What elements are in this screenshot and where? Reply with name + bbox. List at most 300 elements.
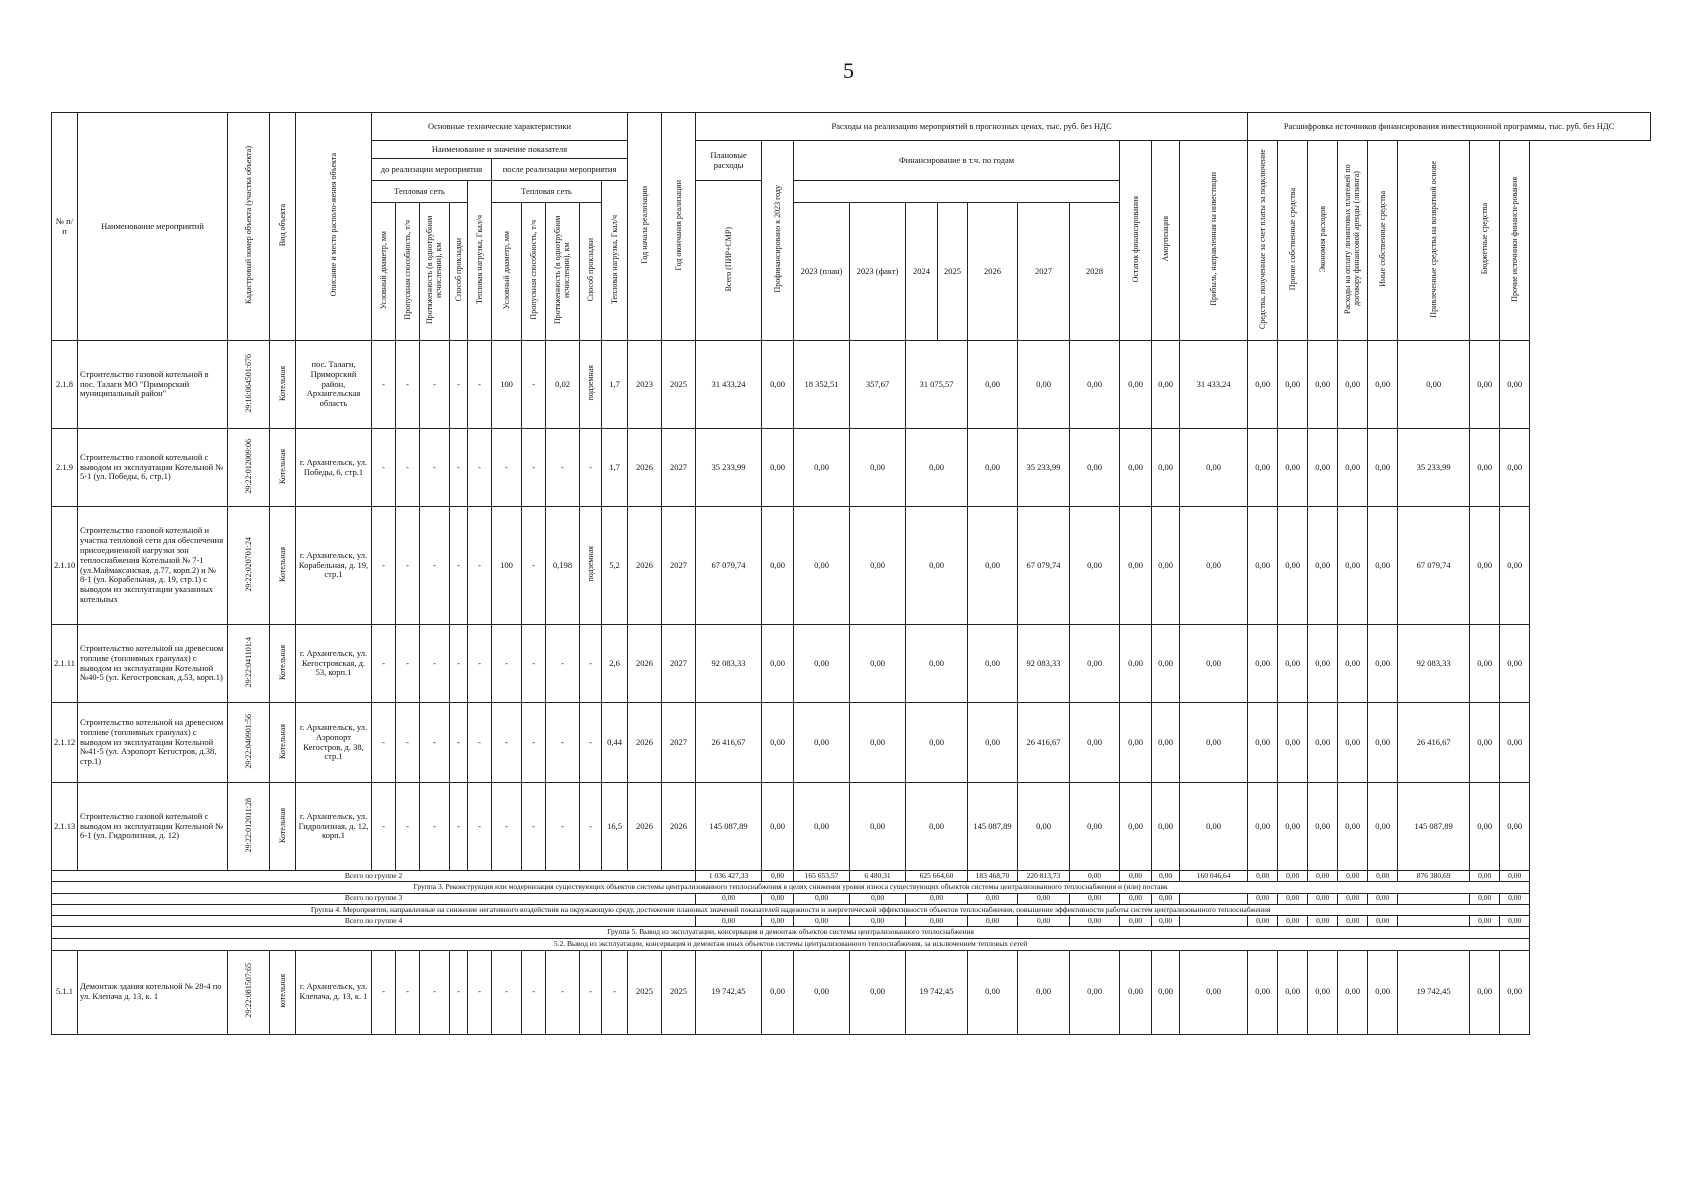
year-start: 2026 <box>628 507 662 625</box>
before-value: - <box>450 429 468 507</box>
remainder: 0,00 <box>1120 893 1152 904</box>
header-2023-plan: 2023 (план) <box>794 203 850 341</box>
total-row <box>52 916 1651 927</box>
source-value: 0,00 <box>1368 625 1398 703</box>
row-type: котельная <box>270 950 296 1034</box>
fin-2024-2025: 0,00 <box>906 507 968 625</box>
fin-2023-plan: 18 352,51 <box>794 341 850 429</box>
source-value: 0,00 <box>1278 703 1308 783</box>
source-value: 0,00 <box>1338 893 1368 904</box>
before-value: - <box>450 625 468 703</box>
fin-2023-fact: 0,00 <box>850 429 906 507</box>
before-value: - <box>372 783 396 871</box>
borrowed: 0,00 <box>1398 341 1470 429</box>
source-value: 0,00 <box>1338 625 1368 703</box>
after-value: - <box>522 783 546 871</box>
after-laying: - <box>580 429 602 507</box>
fin-2023-fact: 0,00 <box>850 950 906 1034</box>
before-value: - <box>450 341 468 429</box>
total-cost: 26 416,67 <box>696 703 762 783</box>
row-location: г. Архангельск, ул. Клепача, д. 13, к. 1 <box>296 950 372 1034</box>
remainder: 0,00 <box>1120 783 1152 871</box>
fin-2024-2025: 0,00 <box>906 783 968 871</box>
amortization: 0,00 <box>1152 783 1180 871</box>
total-cost: 35 233,99 <box>696 429 762 507</box>
group-heading-row <box>52 938 1651 950</box>
fin-2023-fact: 0,00 <box>850 893 906 904</box>
after-value: 100 <box>492 341 522 429</box>
source-value: 0,00 <box>1338 871 1368 882</box>
profit: 0,00 <box>1180 703 1248 783</box>
profit: 160 046,64 <box>1180 871 1248 882</box>
header-indicators: Наименование и значение показателя <box>372 141 628 159</box>
header-2025: 2025 <box>938 203 968 341</box>
fin-2028: 0,00 <box>1070 916 1120 927</box>
total-label: Всего по группе 2 <box>52 871 696 882</box>
source-value: 0,00 <box>1248 341 1278 429</box>
fin-2023-fact: 0,00 <box>850 625 906 703</box>
source-value: 0,00 <box>1338 950 1368 1034</box>
borrowed <box>1398 893 1470 904</box>
header-borrowed: Привлеченные средства на возвратной основе <box>1398 141 1470 341</box>
source-value: 0,00 <box>1308 950 1338 1034</box>
fin-2023-fact: 0,00 <box>850 507 906 625</box>
header-year-end: Год окончания реализации <box>662 113 696 341</box>
fin-2028: 0,00 <box>1070 429 1120 507</box>
profit: 31 433,24 <box>1180 341 1248 429</box>
other-sources: 0,00 <box>1500 507 1530 625</box>
row-location: г. Архангельск, ул. Корабельная, д. 19, стр.1 <box>296 507 372 625</box>
fin-2023-fact: 0,00 <box>850 783 906 871</box>
source-value: 0,00 <box>1368 950 1398 1034</box>
before-value: - <box>420 507 450 625</box>
before-load: - <box>468 429 492 507</box>
budget: 0,00 <box>1470 783 1500 871</box>
remainder: 0,00 <box>1120 341 1152 429</box>
before-value: - <box>372 429 396 507</box>
row-number: 2.1.8 <box>52 341 78 429</box>
fin-2024-2025: 19 742,45 <box>906 950 968 1034</box>
source-value: 0,00 <box>1248 429 1278 507</box>
year-start: 2026 <box>628 429 662 507</box>
before-value: - <box>396 507 420 625</box>
row-name: Строительство газовой котельной в пос. Талаги МО "Приморский муниципальный район" <box>78 341 228 429</box>
before-value: - <box>372 341 396 429</box>
after-laying: - <box>580 950 602 1034</box>
year-end: 2026 <box>662 783 696 871</box>
header-profit: Прибыль, направленная на инвестиции <box>1180 141 1248 341</box>
source-value: 0,00 <box>1308 429 1338 507</box>
remainder: 0,00 <box>1120 703 1152 783</box>
source-value: 0,00 <box>1278 783 1308 871</box>
fin-2027: 92 083,33 <box>1018 625 1070 703</box>
header-year-start: Год начала реализации <box>628 113 662 341</box>
header-laying-after: Способ прокладки <box>580 203 602 341</box>
header-capacity-after: Пропускная способность, т/ч <box>522 203 546 341</box>
source-value: 0,00 <box>1368 429 1398 507</box>
before-load: - <box>468 507 492 625</box>
source-value: 0,00 <box>1278 507 1308 625</box>
row-cadastral: 29:22:020701:24 <box>228 507 270 625</box>
header-other-sources: Прочие источники финанси-рования <box>1500 141 1530 341</box>
header-amortization: Амортизация <box>1152 141 1180 341</box>
budget: 0,00 <box>1470 507 1500 625</box>
fin-2028: 0,00 <box>1070 893 1120 904</box>
source-value: 0,00 <box>1368 916 1398 927</box>
header-load-before: Тепловая нагрузка, Гкал/ч <box>468 181 492 341</box>
source-value: 0,00 <box>1338 703 1368 783</box>
header-financing-years: Финансирование в т.ч. по годам <box>794 141 1120 181</box>
remainder: 0,00 <box>1120 871 1152 882</box>
year-start: 2026 <box>628 703 662 783</box>
source-value: 0,00 <box>1278 429 1308 507</box>
other-sources: 0,00 <box>1500 783 1530 871</box>
after-load: 1,7 <box>602 429 628 507</box>
fin-2028: 0,00 <box>1070 507 1120 625</box>
budget: 0,00 <box>1470 703 1500 783</box>
prefinanced: 0,00 <box>762 703 794 783</box>
after-value: - <box>546 950 580 1034</box>
header-2027: 2027 <box>1018 203 1070 341</box>
fin-2023-fact: 6 480,31 <box>850 871 906 882</box>
fin-2028: 0,00 <box>1070 703 1120 783</box>
prefinanced: 0,00 <box>762 341 794 429</box>
group-heading-row <box>52 904 1651 916</box>
before-value: - <box>450 507 468 625</box>
amortization: 0,00 <box>1152 916 1180 927</box>
total-cost: 1 036 427,33 <box>696 871 762 882</box>
other-sources: 0,00 <box>1500 625 1530 703</box>
total-cost: 19 742,45 <box>696 950 762 1034</box>
group-heading: Группа 3. Реконструкция или модернизация существующих объектов системы централизованного теплоснабжения в целях снижения уровня износа существующих объектов системы централизованного теплоснабжения и (или) поставк <box>52 882 1530 894</box>
header-type: Вид объекта <box>270 113 296 341</box>
fin-2026: 0,00 <box>968 916 1018 927</box>
table-row <box>52 507 1651 625</box>
row-number: 5.1.1 <box>52 950 78 1034</box>
fin-2026: 0,00 <box>968 507 1018 625</box>
before-value: - <box>396 783 420 871</box>
row-name: Строительство газовой котельной с выводом из эксплуатации Котельной № 6-1 (ул. Гидролизная, д. 12) <box>78 783 228 871</box>
prefinanced: 0,00 <box>762 893 794 904</box>
source-value: 0,00 <box>1248 893 1278 904</box>
before-load: - <box>468 703 492 783</box>
fin-2023-plan: 0,00 <box>794 950 850 1034</box>
group-heading-row <box>52 882 1651 894</box>
header-total: Всего (ПИР+СМР) <box>696 181 762 341</box>
fin-2026: 183 468,70 <box>968 871 1018 882</box>
row-type: Котельная <box>270 783 296 871</box>
row-type: Котельная <box>270 507 296 625</box>
total-cost: 31 433,24 <box>696 341 762 429</box>
year-start: 2023 <box>628 341 662 429</box>
source-value: 0,00 <box>1368 703 1398 783</box>
row-type: Котельная <box>270 341 296 429</box>
total-cost: 145 087,89 <box>696 783 762 871</box>
after-value: 0,02 <box>546 341 580 429</box>
borrowed: 92 083,33 <box>1398 625 1470 703</box>
before-load: - <box>468 783 492 871</box>
after-laying: - <box>580 703 602 783</box>
after-laying: - <box>580 783 602 871</box>
total-cost: 67 079,74 <box>696 507 762 625</box>
after-value: - <box>546 429 580 507</box>
row-name: Демонтаж здания котельной № 28-4 по ул. Клепача д. 13, к. 1 <box>78 950 228 1034</box>
amortization: 0,00 <box>1152 625 1180 703</box>
after-load: 1,7 <box>602 341 628 429</box>
row-location: г. Архангельск, ул. Гидролизная, д. 12, корп.1 <box>296 783 372 871</box>
fin-2023-fact: 357,67 <box>850 341 906 429</box>
source-value: 0,00 <box>1248 916 1278 927</box>
before-value: - <box>420 341 450 429</box>
profit: 0,00 <box>1180 429 1248 507</box>
before-value: - <box>420 429 450 507</box>
header-budget: Бюджетные средства <box>1470 141 1500 341</box>
budget: 0,00 <box>1470 916 1500 927</box>
source-value: 0,00 <box>1338 507 1368 625</box>
header-diameter-after: Условный диаметр, мм <box>492 203 522 341</box>
after-value: - <box>492 950 522 1034</box>
after-value: 100 <box>492 507 522 625</box>
source-value: 0,00 <box>1338 916 1368 927</box>
source-value: 0,00 <box>1368 871 1398 882</box>
profit: 0,00 <box>1180 783 1248 871</box>
header-savings: Экономия расходов <box>1308 141 1338 341</box>
row-number: 2.1.9 <box>52 429 78 507</box>
fin-2023-plan: 0,00 <box>794 507 850 625</box>
other-sources: 0,00 <box>1500 916 1530 927</box>
header-length-after: Протяженность (в однотрубном исчислении), км <box>546 203 580 341</box>
profit <box>1180 893 1248 904</box>
before-value: - <box>420 703 450 783</box>
header-2028: 2028 <box>1070 203 1120 341</box>
remainder: 0,00 <box>1120 429 1152 507</box>
after-value: - <box>522 341 546 429</box>
source-value: 0,00 <box>1248 625 1278 703</box>
header-leasing: Расходы на оплату лизинговых платежей по договору финансовой аренды (лизинга) <box>1338 141 1368 341</box>
fin-2023-plan: 165 653,57 <box>794 871 850 882</box>
fin-2028: 0,00 <box>1070 950 1120 1034</box>
borrowed: 35 233,99 <box>1398 429 1470 507</box>
after-value: - <box>492 429 522 507</box>
budget: 0,00 <box>1470 341 1500 429</box>
other-sources: 0,00 <box>1500 429 1530 507</box>
year-end: 2027 <box>662 703 696 783</box>
header-after: после реализации мероприятия <box>492 159 628 181</box>
before-value: - <box>420 950 450 1034</box>
header-diameter-before: Условный диаметр, мм <box>372 203 396 341</box>
header-tech-main: Основные технические характеристики <box>372 113 628 141</box>
fin-2027: 0,00 <box>1018 950 1070 1034</box>
year-end: 2027 <box>662 625 696 703</box>
row-type: Котельная <box>270 625 296 703</box>
before-value: - <box>396 429 420 507</box>
table-row <box>52 783 1651 871</box>
remainder: 0,00 <box>1120 950 1152 1034</box>
remainder: 0,00 <box>1120 507 1152 625</box>
header-capacity-before: Пропускная способность, т/ч <box>396 203 420 341</box>
source-value: 0,00 <box>1278 893 1308 904</box>
total-cost: 92 083,33 <box>696 625 762 703</box>
fin-2026: 0,00 <box>968 429 1018 507</box>
header-prefinanced: Профинансировано к 2023 году <box>762 141 794 341</box>
header-remainder: Остаток финансирования <box>1120 141 1152 341</box>
source-value: 0,00 <box>1368 893 1398 904</box>
after-load: 0,44 <box>602 703 628 783</box>
header-costs-main: Расходы на реализацию мероприятий в прогнозных ценах, тыс. руб. без НДС <box>696 113 1248 141</box>
table-row <box>52 625 1651 703</box>
borrowed: 876 380,69 <box>1398 871 1470 882</box>
fin-2027: 67 079,74 <box>1018 507 1070 625</box>
header-own-else: Иные собственные средства <box>1368 141 1398 341</box>
row-type: Котельная <box>270 703 296 783</box>
after-value: - <box>546 625 580 703</box>
budget: 0,00 <box>1470 871 1500 882</box>
group-heading: Группа 4. Мероприятия, направленные на снижение негативного воздействия на окружающую среду, достижение плановых значений показателей надежности и энергетической эффективности объектов теплоснабжения, повышение эффективности работы систем централизованного теплоснабжения <box>52 904 1530 916</box>
fin-2023-fact: 0,00 <box>850 703 906 783</box>
header-load-after: Тепловая нагрузка, Гкал/ч <box>602 181 628 341</box>
total-row <box>52 871 1651 882</box>
fin-2024-2025: 0,00 <box>906 893 968 904</box>
fin-2026: 0,00 <box>968 703 1018 783</box>
row-type: Котельная <box>270 429 296 507</box>
fin-2023-plan: 0,00 <box>794 625 850 703</box>
row-number: 2.1.13 <box>52 783 78 871</box>
before-value: - <box>372 703 396 783</box>
before-load: - <box>468 341 492 429</box>
fin-2023-plan: 0,00 <box>794 429 850 507</box>
source-value: 0,00 <box>1248 703 1278 783</box>
source-value: 0,00 <box>1248 871 1278 882</box>
after-load: - <box>602 950 628 1034</box>
borrowed: 26 416,67 <box>1398 703 1470 783</box>
source-value: 0,00 <box>1308 703 1338 783</box>
after-value: 0,198 <box>546 507 580 625</box>
table-body <box>52 341 1651 1035</box>
prefinanced: 0,00 <box>762 507 794 625</box>
header-name: Наименование мероприятий <box>78 113 228 341</box>
source-value: 0,00 <box>1308 783 1338 871</box>
row-number: 2.1.10 <box>52 507 78 625</box>
budget: 0,00 <box>1470 429 1500 507</box>
fin-2027: 0,00 <box>1018 893 1070 904</box>
after-laying: подземная <box>580 341 602 429</box>
after-load: 16,5 <box>602 783 628 871</box>
row-name: Строительство газовой котельной и участка тепловой сети для обеспечения присоединенной нагрузки зон теплоснабжения Котельной № 7-1 (ул.Маймаксанская, д.77, корп.2) и № 8-1 (ул. Корабельная, д. 19, стр.1) с выводом из эксплуатации указанных котельных <box>78 507 228 625</box>
source-value: 0,00 <box>1338 341 1368 429</box>
row-location: пос. Талаги, Приморский район, Архангельская область <box>296 341 372 429</box>
source-value: 0,00 <box>1308 625 1338 703</box>
header-laying-before: Способ прокладки <box>450 203 468 341</box>
before-value: - <box>396 625 420 703</box>
fin-2027: 0,00 <box>1018 341 1070 429</box>
before-value: - <box>450 783 468 871</box>
row-name: Строительство котельной на древесном топливе (топливных гранулах) с выводом из эксплуатации Котельной №40-5 (ул. Кегостровская, д.53, корп.1) <box>78 625 228 703</box>
before-value: - <box>450 950 468 1034</box>
row-location: г. Архангельск, ул. Победы, 6, стр.1 <box>296 429 372 507</box>
prefinanced: 0,00 <box>762 871 794 882</box>
profit: 0,00 <box>1180 625 1248 703</box>
header-heat-net-before: Тепловая сеть <box>372 181 468 203</box>
year-start: 2026 <box>628 625 662 703</box>
source-value: 0,00 <box>1278 916 1308 927</box>
group-heading: Группа 5. Вывод из эксплуатации, консервация и демонтаж объектов системы централизованного теплоснабжения <box>52 927 1530 939</box>
year-end: 2025 <box>662 950 696 1034</box>
before-load: - <box>468 625 492 703</box>
group-heading-row <box>52 927 1651 939</box>
source-value: 0,00 <box>1248 950 1278 1034</box>
before-value: - <box>396 703 420 783</box>
amortization: 0,00 <box>1152 429 1180 507</box>
table-row <box>52 429 1651 507</box>
source-value: 0,00 <box>1248 507 1278 625</box>
other-sources: 0,00 <box>1500 703 1530 783</box>
source-value: 0,00 <box>1278 871 1308 882</box>
source-value: 0,00 <box>1308 507 1338 625</box>
amortization: 0,00 <box>1152 703 1180 783</box>
after-value: - <box>522 507 546 625</box>
year-end: 2027 <box>662 429 696 507</box>
other-sources: 0,00 <box>1500 950 1530 1034</box>
other-sources: 0,00 <box>1500 871 1530 882</box>
source-value: 0,00 <box>1308 341 1338 429</box>
before-value: - <box>420 783 450 871</box>
header-2026: 2026 <box>968 203 1018 341</box>
source-value: 0,00 <box>1308 893 1338 904</box>
fin-2028: 0,00 <box>1070 871 1120 882</box>
after-value: - <box>546 703 580 783</box>
prefinanced: 0,00 <box>762 950 794 1034</box>
fin-2028: 0,00 <box>1070 341 1120 429</box>
borrowed: 19 742,45 <box>1398 950 1470 1034</box>
source-value: 0,00 <box>1308 871 1338 882</box>
before-value: - <box>372 507 396 625</box>
header-2024: 2024 <box>906 203 938 341</box>
after-value: - <box>492 625 522 703</box>
investment-program-table <box>51 112 1651 1035</box>
after-load: 5,2 <box>602 507 628 625</box>
budget: 0,00 <box>1470 950 1500 1034</box>
after-value: - <box>492 703 522 783</box>
header-cadastral: Кадастровый номер объекта (участка объекта) <box>228 113 270 341</box>
borrowed <box>1398 916 1470 927</box>
fin-2028: 0,00 <box>1070 625 1120 703</box>
table-row <box>52 703 1651 783</box>
header-no: № п/п <box>52 113 78 341</box>
source-value: 0,00 <box>1308 916 1338 927</box>
before-value: - <box>396 950 420 1034</box>
source-value: 0,00 <box>1248 783 1278 871</box>
year-start: 2025 <box>628 950 662 1034</box>
header-before: до реализации мероприятия <box>372 159 492 181</box>
prefinanced: 0,00 <box>762 429 794 507</box>
after-value: - <box>522 625 546 703</box>
after-value: - <box>522 429 546 507</box>
total-cost: 0,00 <box>696 916 762 927</box>
amortization: 0,00 <box>1152 893 1180 904</box>
row-number: 2.1.12 <box>52 703 78 783</box>
row-location: г. Архангельск, ул. Кегостровская, д. 53, корп.1 <box>296 625 372 703</box>
fin-2023-plan: 0,00 <box>794 703 850 783</box>
prefinanced: 0,00 <box>762 625 794 703</box>
source-value: 0,00 <box>1368 507 1398 625</box>
row-name: Строительство котельной на древесном топливе (топливных гранулах) с выводом из эксплуатации Котельной №41-5 (ул. Аэропорт Кегостров, д.38, стр.1) <box>78 703 228 783</box>
header-2023-fact: 2023 (факт) <box>850 203 906 341</box>
fin-2027: 26 416,67 <box>1018 703 1070 783</box>
remainder: 0,00 <box>1120 916 1152 927</box>
budget: 0,00 <box>1470 625 1500 703</box>
total-cost: 0,00 <box>696 893 762 904</box>
row-number: 2.1.11 <box>52 625 78 703</box>
